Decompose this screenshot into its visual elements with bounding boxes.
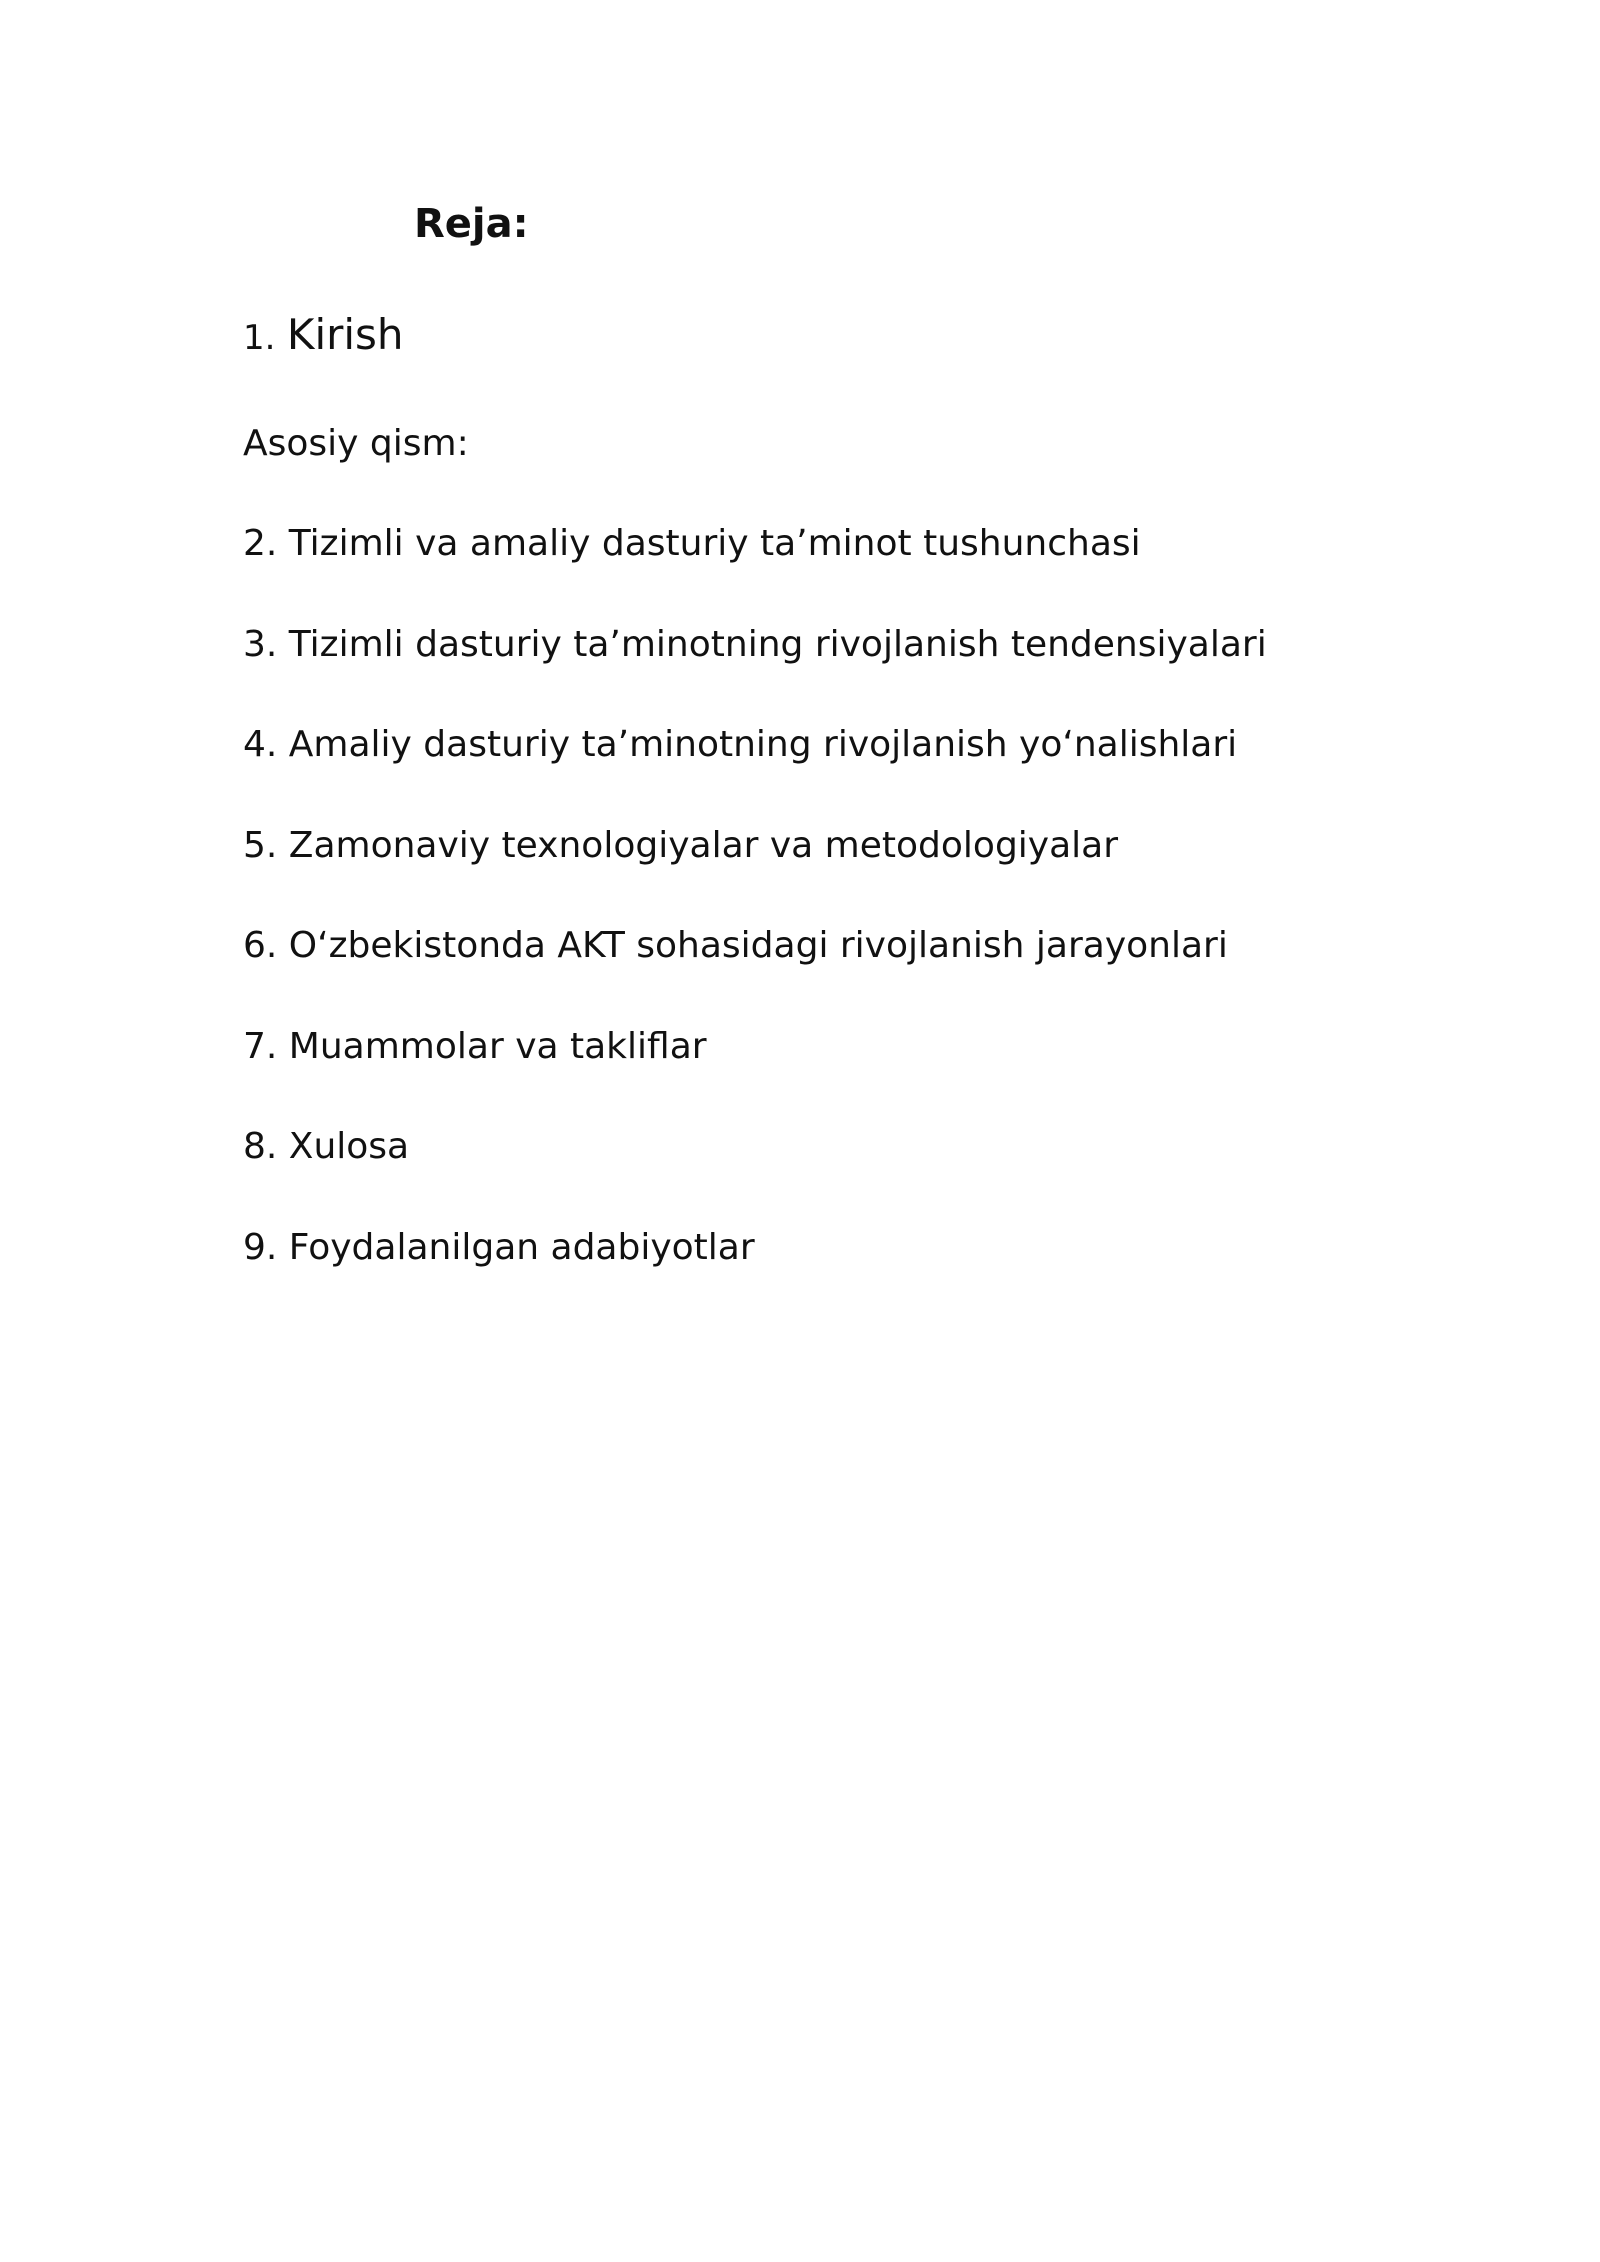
list-item-number: 1. — [243, 318, 276, 358]
list-item-intro — [243, 310, 404, 363]
list-item: 7. Muammolar va takliflar — [243, 1026, 707, 1067]
list-item: 4. Amaliy dasturiy ta’minotning rivojlanish yo‘nalishlari — [243, 724, 1238, 765]
list-item: 5. Zamonaviy texnologiyalar va metodologiyalar — [243, 825, 1119, 866]
section-label: Asosiy qism: — [243, 423, 469, 464]
list-item: 9. Foydalanilgan adabiyotlar — [243, 1227, 755, 1268]
list-item: 3. Tizimli dasturiy ta’minotning rivojlanish tendensiyalari — [243, 624, 1267, 665]
list-item-text: Kirish — [286, 310, 404, 359]
list-item: 6. O‘zbekistonda AKT sohasidagi rivojlanish jarayonlari — [243, 925, 1228, 966]
list-item: 2. Tizimli va amaliy dasturiy ta’minot tushunchasi — [243, 523, 1141, 564]
page-title: Reja: — [414, 201, 529, 247]
list-item: 8. Xulosa — [243, 1126, 410, 1167]
